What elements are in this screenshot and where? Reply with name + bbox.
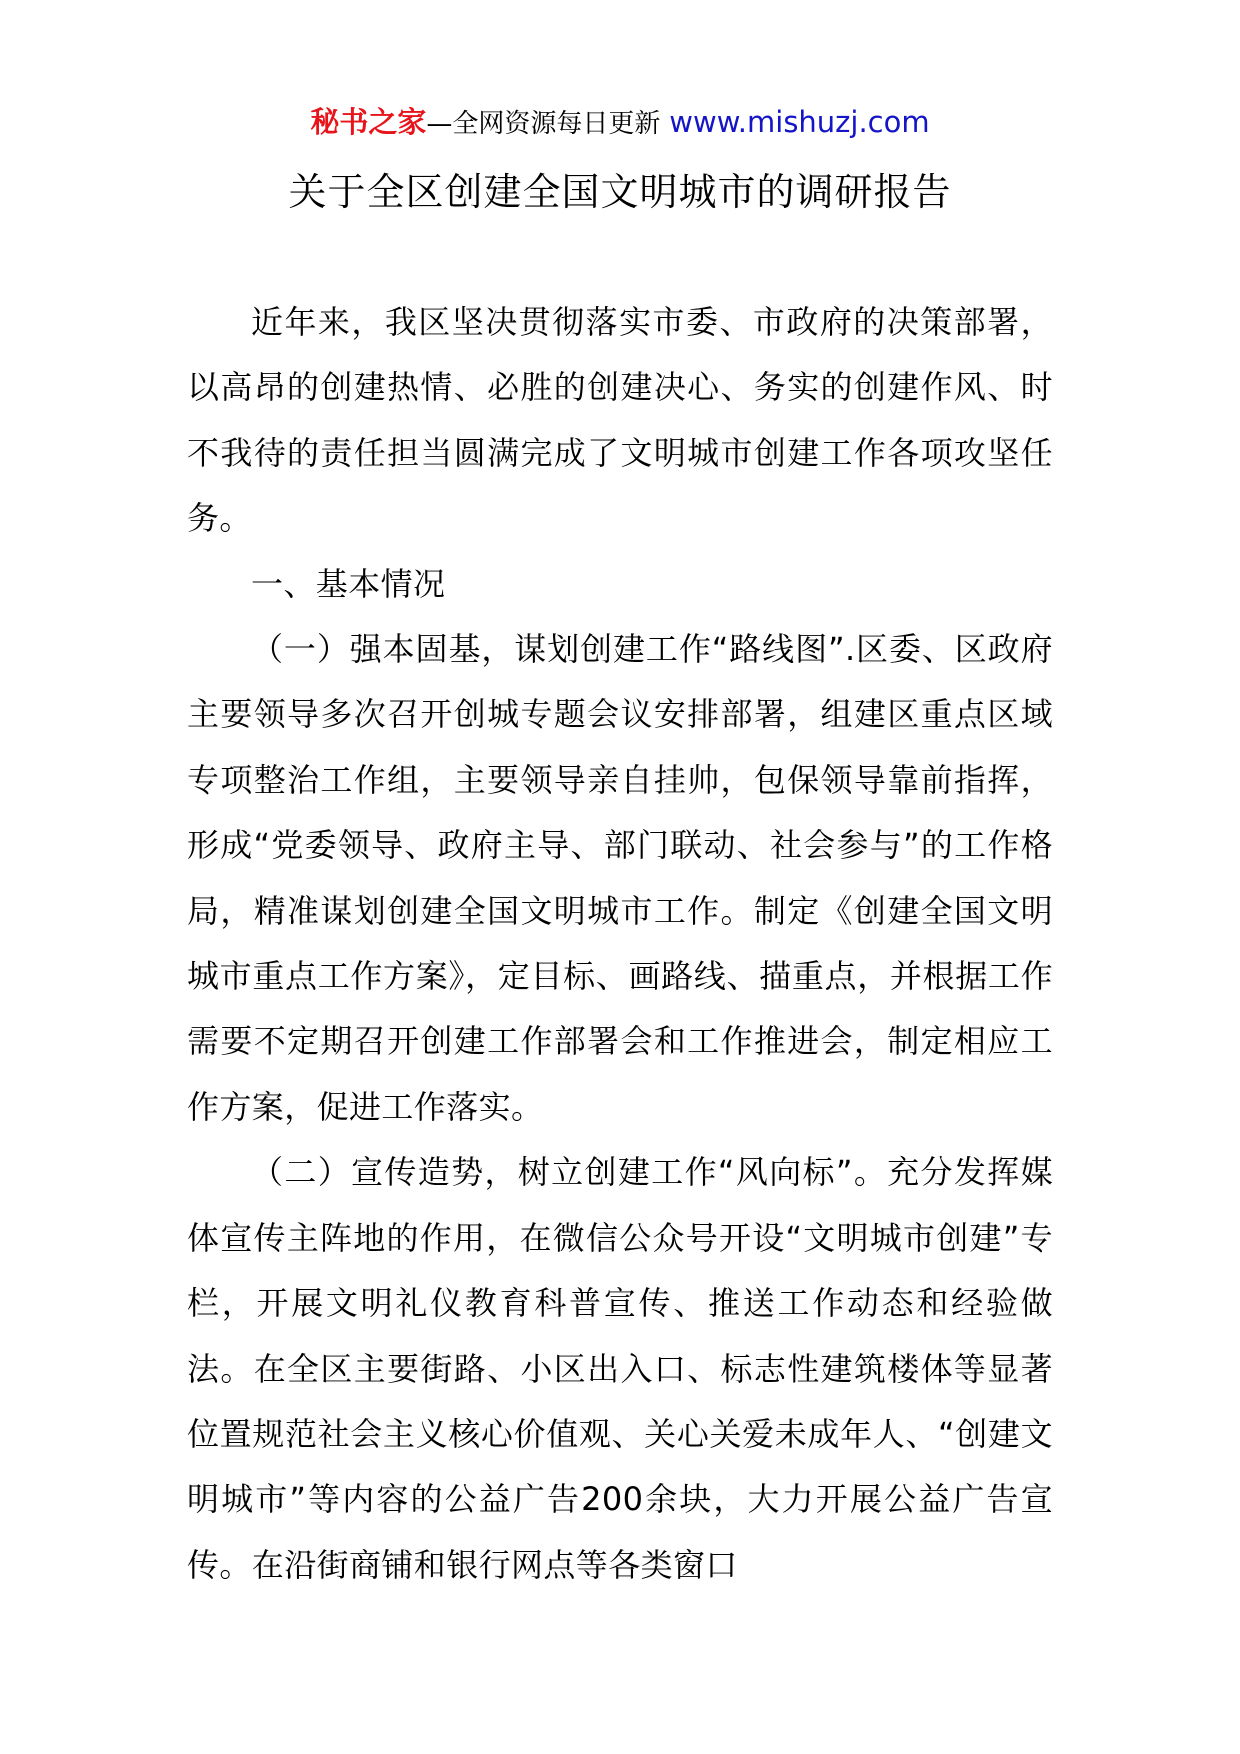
- paragraph-part-one: （一）强本固基，谋划创建工作“路线图”.区委、区政府主要领导多次召开创城专题会议安排部署，组建区重点区域专项整治工作组，主要领导亲自挂帅，包保领导靠前指挥，形成“党委领导、政府主导、部门联动、社会参与”的工作格局，精准谋划创建全国文明城市工作。制定《创建全国文明城市重点工作方案》，定目标、画路线、描重点，并根据工作需要不定期召开创建工作部署会和工作推进会，制定相应工作方案，促进工作落实。: [187, 630, 1053, 1126]
- document-title: 关于全区创建全国文明城市的调研报告: [288, 170, 952, 214]
- header-slogan: —全网资源每日更新: [426, 109, 661, 139]
- site-link[interactable]: www.mishuzj.com: [669, 105, 930, 139]
- paragraph-intro: 近年来，我区坚决贯彻落实市委、市政府的决策部署，以高昂的创建热情、必胜的创建决心、务实的创建作风、时不我待的责任担当圆满完成了文明城市创建工作各项攻坚任务。: [187, 303, 1053, 538]
- document-body: [187, 290, 1053, 1598]
- section-heading-basic-situation: 一、基本情况: [251, 564, 446, 603]
- brand-name: 秘书之家: [310, 105, 427, 139]
- site-header: [0, 102, 1240, 144]
- paragraph-part-two: （二）宣传造势，树立创建工作“风向标”。充分发挥媒体宣传主阵地的作用，在微信公众号开设“文明城市创建”专栏，开展文明礼仪教育科普宣传、推送工作动态和经验做法。在全区主要街路、小区出入口、标志性建筑楼体等显著位置规范社会主义核心价值观、关心关爱未成年人、“创建文明城市”等内容的公益广告200余块，大力开展公益广告宣传。在沿街商铺和银行网点等各类窗口: [187, 1153, 1053, 1584]
